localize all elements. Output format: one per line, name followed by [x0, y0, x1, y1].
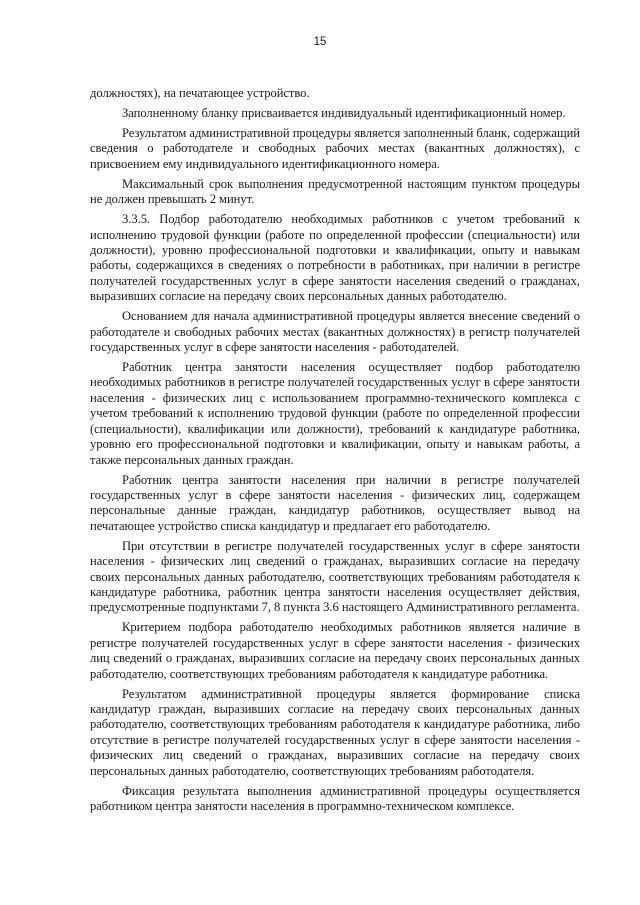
paragraph: Критерием подбора работодателю необходимых работников является наличие в регистре получателей государственных услуг в сфере занятости населения - физических лиц сведений о гражданах, выразивших согласие на передачу своих персональных данных работодателю, соответствующих требованиям работодателя к кандидатуре работника.: [90, 620, 580, 681]
section-paragraph-3-3-5: 3.3.5. Подбор работодателю необходимых работников с учетом требований к исполнению трудовой функции (работе по определенной профессии (специальности) или должности), уровню профессиональной подготовки и квалификации, опыту и навыкам работы, содержащихся в сведениях о потребности в работниках, при наличии в регистре получателей государственных услуг в сфере занятости населения сведений о гражданах, выразивших согласие на передачу своих персональных данных работодателю.: [90, 212, 580, 304]
paragraph: Результатом административной процедуры является формирование списка кандидатур граждан, выразивших согласие на передачу своих персональных данных работодателю, соответствующих требованиям работодателя к кандидатуре работника, либо отсутствие в регистре получателей государственных услуг в сфере занятости населения - физических лиц сведений о гражданах, выразивших согласие на передачу своих персональных данных работодателю, соответствующих требованиям работодателя.: [90, 686, 580, 778]
page-number: 15: [313, 36, 327, 48]
paragraph: Работник центра занятости населения при наличии в регистре получателей государственных услуг в сфере занятости населения - физических лиц, содержащем персональные данные граждан, кандидатур работников, осуществляет вывод на печатающее устройство списка кандидатур и предлагает его работодателю.: [90, 472, 580, 533]
paragraph: Результатом административной процедуры является заполненный бланк, содержащий сведения о работодателе и свободных рабочих местах (вакантных должностях), с присвоением ему индивидуального идентификационного номера.: [90, 126, 580, 171]
paragraph: Максимальный срок выполнения предусмотренной настоящим пунктом процедуры не должен превышать 2 минут.: [90, 176, 580, 207]
paragraph-continuation: должностях), на печатающее устройство.: [90, 86, 310, 100]
document-body: [90, 86, 580, 819]
paragraph: Фиксация результата выполнения административной процедуры осуществляется работником центра занятости населения в программно-техническом комплексе.: [90, 783, 580, 813]
paragraph: Основанием для начала административной процедуры является внесение сведений о работодателе и свободных рабочих местах (вакантных должностях) в регистр получателей государственных услуг в сфере занятости населения - работодателей.: [90, 309, 580, 355]
paragraph: Работник центра занятости населения осуществляет подбор работодателю необходимых работников в регистре получателей государственных услуг в сфере занятости населения - физических лиц с использованием программно-технического комплекса с учетом требований к исполнению трудовой функции (работе по определенной профессии (специальности), квалификации или должности), требований к кандидатуре работника, уровню его профессиональной подготовки и квалификации, опыту и навыкам работы, а также персональных данных граждан.: [90, 360, 580, 467]
paragraph: Заполненному бланку присваивается индивидуальный идентификационный номер.: [122, 106, 566, 120]
paragraph: При отсутствии в регистре получателей государственных услуг в сфере занятости населения - физических лиц сведений о гражданах, выразивших согласие на передачу своих персональных данных работодателю, соответствующих требованиям работодателя к кандидатуре работника, работник центра занятости населения осуществляет действия, предусмотренные подпунктами 7, 8 пункта 3.6 настоящего Административного регламента.: [90, 538, 580, 615]
